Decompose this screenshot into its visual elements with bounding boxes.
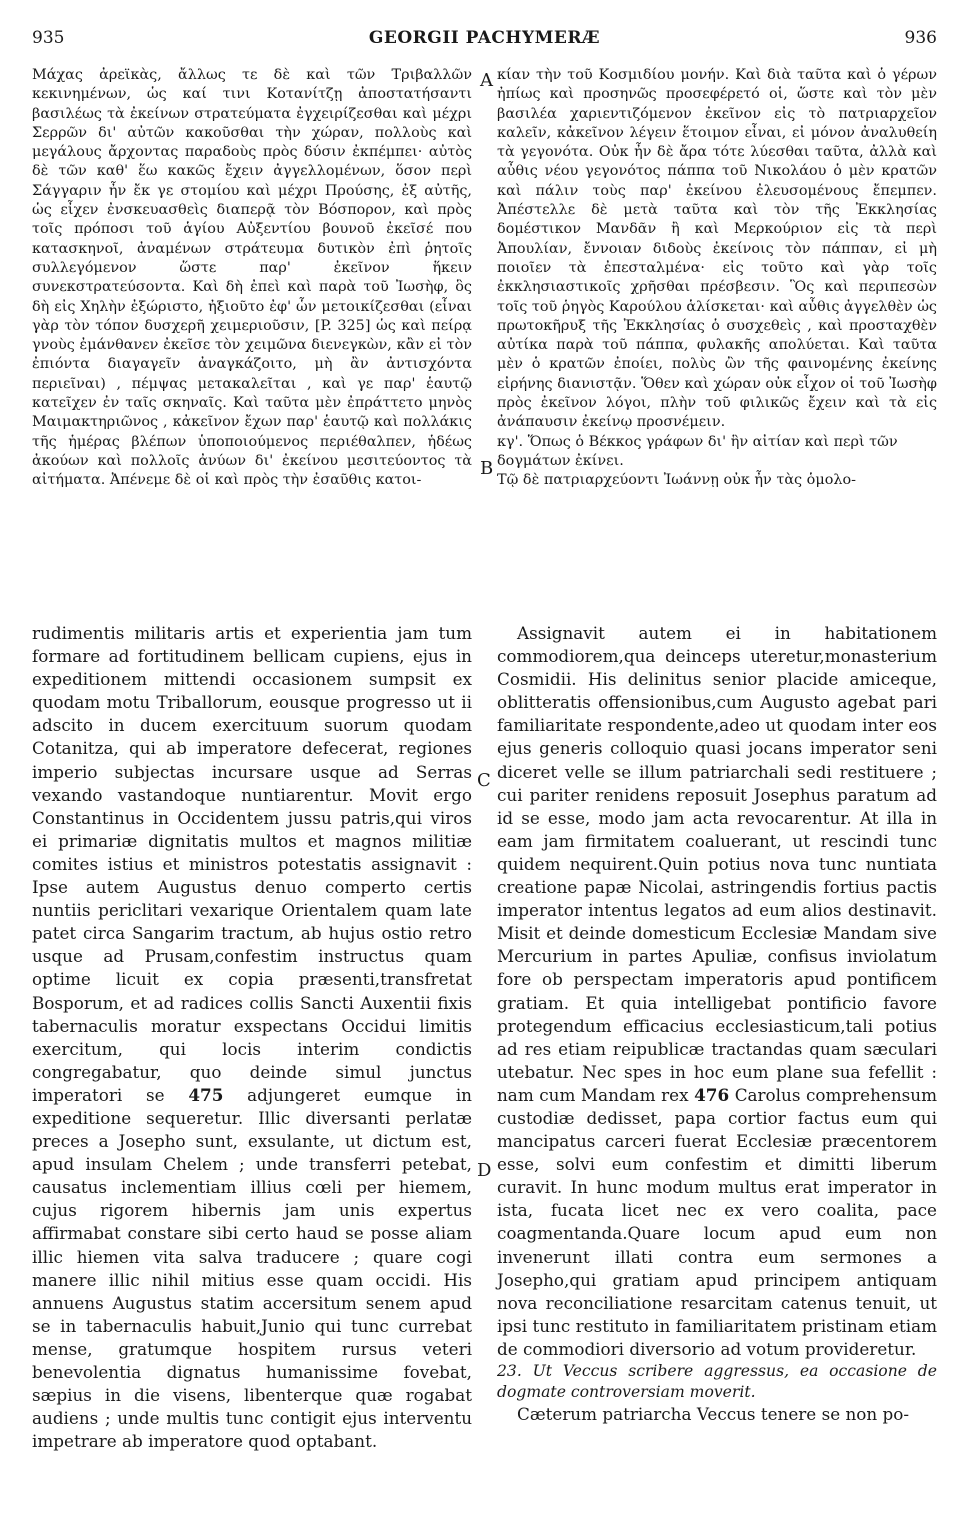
latin-chapter-heading: 23. Ut Veccus scribere aggressus, ea occasione de dogmate controversiam moverit. [497, 1362, 937, 1401]
right-greek-text: κίαν τὴν τοῦ Κοσμιδίου μονήν. Καὶ διὰ ταῦτα καὶ ὁ γέρων ἠπίως καὶ προσηνῶς προσεφέρετό οἱ, ὥστε καὶ τὸν μὲν βασιλέα χαριεντιζόμενον ἐκεῖνον εἰς τὸ πατριαρχεῖον καλεῖν, κἀκεῖνον λέγειν ἕτοιμον εἶναι, εἰ μόνον ἀναλυθείη τὰ γεγονότα. Οὐκ ἦν δὲ ἄρα τότε λύεσθαι ταῦτα, ἀλλὰ καὶ αὖθις νέου γεγονότος πάππα τοῦ Νικολάου ὁ μὲν κρατῶν καὶ πάλιν τοὺς παρ' ἐκείνου ἐλευσομένους ἔπεμπεν. Ἀπέστελλε δὲ μετὰ ταῦτα καὶ τὸν τῆς Ἐκκλησίας δομέστικον Μανδᾶν ἢ καὶ Μερκούριον εἰς τὰ περὶ Ἀπουλίαν, ἔννοιαν διδοὺς ἐκείνοις τὸν πάππαν, εἰ μὴ ποιοῖεν τὰ ἐπεσταλμένα· εἰς τοῦτο καὶ γὰρ τοῖς ἐκκλησιαστικοῖς χρῆσθαι πρέσβεσιν. Ὃς καὶ περιπεσὼν τοῖς τοῦ ῥηγὸς Καρούλου ἁλίσκεται· καὶ αὖθις ἀγγελθὲν ὡς πρωτοκῆρυξ τῆς Ἐκκλησίας ὁ συσχεθεὶς , καὶ προσταχθὲν αὐτίκα παρὰ τοῦ πάππα, φυλακῆς απολύεται. Καὶ ταῦτα μὲν ὁ κρατῶν ἐποίει, πολὺς ὢν τῆς φαινομένης ἐκείνης εἰρήνης διανιστᾷν. Ὅθεν καὶ χώραν οὐκ εἶχον οἱ τοῦ Ἰωσὴφ πρὸς ἐκεῖνον λόγοι, πλὴν τοῦ φιλικῶς ἔχειν καὶ τὰ εἰς ἀνάπαυσιν ἐκείνῳ προσνέμειν. [497, 67, 937, 431]
right-latin-text-b: Carolus comprehensum custodiæ dedisset, papa cortior factus eum qui mancipatus carceri fuerat Ecclesiæ præcentorem esse, solvi eum confestim et dimitti liberum curavit. In hunc modum multus erat imperator in ista, fucata licet nec ex vero coalita, pace coagmentanda.Quare locum apud eum non invenerunt illati contra eum sermones a Josepho,qui gratiam apud principem antiquam nova reconciliatione resarcitam catenus tenuit, ut ipsi tunc restituto in familiaritatem pristinam etiam de commodiori diversorio ad votum provideretur. [497, 1084, 937, 1359]
right-latin-text [497, 622, 937, 1361]
margin-letter-b: B [480, 458, 494, 479]
left-latin-text-b: adjungeret eumque in expeditione sequeretur. Illic diversanti perlatæ preces a Josepho sunt, exsulante, ut dictum est, apud insulam Chelem ; unde transferri petebat, causatus inclementiam illius cœli per hiemem, cujus rigorem hibernis jam unis expertus affirmabat constare sibi certo haud se posse aliam illic hiemen vita salva traducere ; quare cogi manere illic nihil mitius esse quam occidi. His annuens Augustus statim accersitum senem apud se in tabernaculis habuit,Junio qui tunc currebat mense, gratumque hospitem rursus veteri benevolentia dignatus humanissime fovebat, sæpius in die visens, libenterque quæ rogabat audiens ; unde multis tunc contigit ejus interventu impetrare ab imperatore quod optabant. [32, 1084, 472, 1452]
right-greek-text-after: Τῷ δὲ πατριαρχεύοντι Ἰωάννῃ οὐκ ἦν τὰς ὁμολο- [497, 472, 857, 489]
right-greek-column [497, 66, 937, 491]
right-latin-column [497, 622, 937, 1426]
page-number-right: 936 [904, 28, 937, 48]
margin-letter-a: A [480, 70, 493, 91]
greek-chapter-heading: κγ'. Ὅπως ὁ Βέκκος γράφων δι' ἣν αἰτίαν καὶ περὶ τῶν δογμάτων ἐκίνει. [497, 433, 898, 469]
running-title: GEORGII PACHYMERÆ [368, 28, 601, 48]
right-latin-page-number: 476 [694, 1084, 730, 1105]
margin-letter-c: C [477, 770, 491, 791]
left-greek-text: Μάχας ἀρεϊκὰς, ἄλλως τε δὲ καὶ τῶν Τριβαλλῶν κεκινημένων, ὡς καί τινι Κοτανίτζῃ ἀποστατήσαντι βασιλέως τὰ ἐκείνων στρατεύματα ἐγχειρίζεσθαι καὶ μέχρι Σερρῶν δι' αὐτῶν κακοῦσθαι τὴν χώραν, πολλοὺς καὶ μεγάλους ἄρχοντας παραδοὺς πρὸς δύσιν ἐκπέμπει· αὐτὸς δὲ τῶν καθ' ἕω κακῶς ἔχειν ἀγγελλομένων, ὅσον περὶ Σάγγαριν ἦν ἔκ γε στομίου καὶ μέχρι Προύσης, ἐξ αὐτῆς, ὡς εἶχεν ἐνσκευασθεὶς διαπερᾷ τὸν Βόσπορον, καὶ πρὸς τοῖς πρόποσι τοῦ ἁγίου Αὐξεντίου βουνοῦ ἐκεῖσέ που κατασκηνοῖ, ἀναμένων στράτευμα δυτικὸν ἐπὶ ῥητοῖς συλλεγόμενον ὥστε παρ' ἐκεῖνον ἥκειν συνεκστρατεύσοντα. Καὶ δὴ ἐπεὶ καὶ παρὰ τοῦ Ἰωσὴφ, ὃς δὴ εἰς Χηλὴν ἐξώριστο, ἠξιοῦτο ἐφ' ὧν μετοικίζεσθαι (εἶναι γὰρ τὸν τόπον δυσχερῆ χειμεριοῦσιν, [P. 325] ὡς καὶ πείρᾳ γνοὺς ἐμάνθανεν ἐκεῖσε τὸν χειμῶνα διενεγκὼν, κἂν εἰ τὸν ἐπιόντα διαγαγεῖν ἀναγκάζοιτο, μὴ ἂν ἀντισχόντα περιεῖναι) , πέμψας μετακαλεῖται , καὶ γε παρ' ἑαυτῷ κατεῖχεν ἐν ταῖς σκηναῖς. Καὶ ταῦτα μὲν ἐπράττετο μηνὸς Μαιμακτηριῶνος , κἀκεῖνον ἔχων παρ' ἑαυτῷ καὶ πολλάκις τῆς ἡμέρας βλέπων ὑποποιούμενος περιέθαλπεν, ἡδέως ἀκούων καὶ πολλοῖς ἀνύων δι' ἐκείνου μεσιτεύοντος τὰ αἰτήματα. Ἀπένεμε δὲ οἱ καὶ πρὸς τὴν ἐσαῦθις κατοι- [32, 67, 472, 489]
left-latin-text-a: rudimentis militaris artis et experientia jam tum formare ad fortitudinem bellicam cupiens, ejus in expeditionem mittendi occasionem sumpsit ex quodam motu Triballorum, eousque progresso ut ii adscito in ducem exercituum suorum quodam Cotanitza, qui ab imperatore defecerat, regiones imperio subjectas incursare usque ad Serras vexando vastandoque nuntiarentur. Movit ergo Constantinus in Occidentem jussu patris,qui viros ei primariæ dignitatis multos et magnos militiæ comites istius et ministros potestatis assignavit : Ipse autem Augustus denuo comperto certis nuntiis periclitari vexarique Orientalem quam late patet circa Sangarim tractum, ab hujus ostio retro usque ad Prusam,confestim instructus quam optime licuit ex copia præsenti,transfretat Bosporum, et ad radices collis Sancti Auxentii fixis tabernaculis moratur exspectans Occidui limitis exercitum, qui locis interim condictis congregabatur, quo deinde simul junctus imperatori se [32, 623, 472, 1105]
right-latin-text-a: Assignavit autem ei in habitationem commodiorem,qua deinceps uteretur,monasterium Cosmidii. His delinitus senior placide amiceque, oblitteratis offensionibus,cum Augusto agebat pari familiaritate respondente,adeo ut quodam inter eos ejus generis colloquio quasi jocans imperator seni diceret velle se illum patriarchali sedi restituere ; cui pariter renidens reposuit Josephus paratum ad id se esse, modo jam acta revocarentur. At illa in eam jam firmitatem coaluerant, ut rescindi tunc quidem nequirent.Quin potius nova tunc nuntiata creatione papæ Nicolai, astringendis fortius pactis imperator intentus legatos ad eum alios destinavit. Misit et deinde domesticum Ecclesiæ Mandam sive Mercurium in partes Apuliæ, confisus inviolatum fore ob perspectam imperatoris apud pontificem gratiam. Et quia intelligebat pontificio favore protegendum efficacius ecclesiasticum,tali potius ad res etiam reipublicæ tractandas quam sæculari utebatur. Nec spes in hoc eum plane sua fefellit : nam cum Mandam rex [497, 623, 937, 1105]
left-latin-column [32, 622, 472, 1453]
margin-letter-d: D [477, 1160, 492, 1181]
page-number-left: 935 [32, 28, 65, 48]
page-header [32, 28, 937, 54]
left-latin-page-number: 475 [188, 1084, 224, 1105]
left-greek-column [32, 66, 472, 491]
left-latin-text [32, 622, 472, 1453]
right-latin-text-after: Cæterum patriarcha Veccus tenere se non po- [517, 1404, 910, 1424]
